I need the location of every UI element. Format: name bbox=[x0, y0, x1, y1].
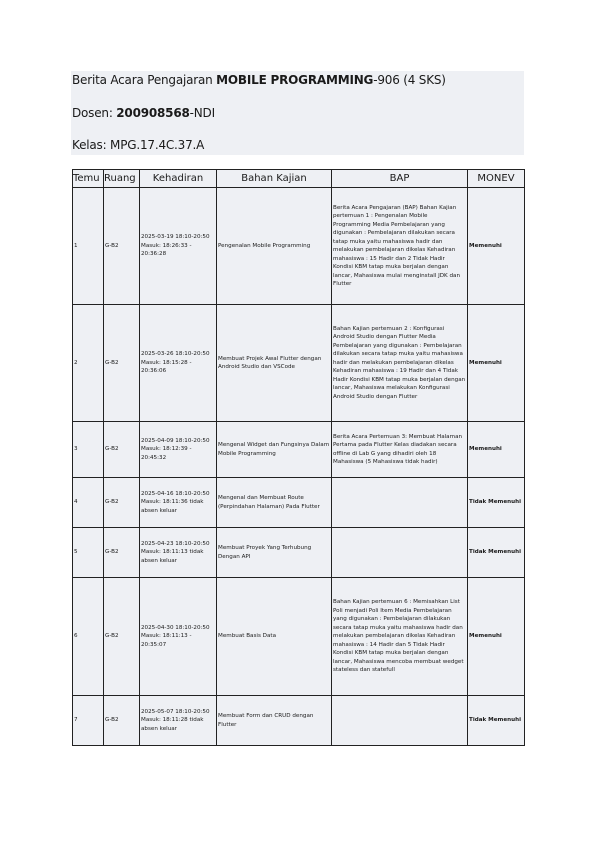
cell-temu: 7 bbox=[73, 696, 104, 746]
cell-temu: 5 bbox=[73, 528, 104, 578]
table-row bbox=[73, 422, 525, 478]
cell-ruang: G-B2 bbox=[104, 478, 140, 528]
table-row bbox=[73, 696, 525, 746]
cell-bahan-kajian: Membuat Proyek Yang Terhubung Dengan API bbox=[217, 528, 332, 578]
table-row bbox=[73, 478, 525, 528]
attendance-time: Masuk: 18:11:13 tidak absen keluar bbox=[141, 549, 204, 564]
cell-kehadiran bbox=[140, 305, 217, 422]
cell-kehadiran bbox=[140, 528, 217, 578]
table-row bbox=[73, 188, 525, 305]
lecturer-code: -NDI bbox=[189, 106, 215, 120]
table-row bbox=[73, 578, 525, 696]
attendance-time: Masuk: 18:12:39 - 20:45:32 bbox=[141, 446, 192, 461]
course-code: -906 (4 SKS) bbox=[373, 73, 446, 87]
course-title bbox=[72, 73, 446, 87]
cell-ruang: G-B2 bbox=[104, 422, 140, 478]
cell-kehadiran bbox=[140, 578, 217, 696]
cell-monev: Tidak Memenuhi bbox=[468, 696, 525, 746]
cell-monev: Memenuhi bbox=[468, 422, 525, 478]
attendance-time: Masuk: 18:11:36 tidak absen keluar bbox=[141, 499, 204, 514]
cell-bap: Bahan Kajian pertemuan 6 : Memisahkan List Poli menjadi Poli Item Media Pembelajaran yang digunakan : Pembelajaran dilakukan secara tatap muka yaitu mahasiswa hadir dan melakukan pembelajaran dikelas Kehadiran mahasiswa : 14 Hadir dan 5 Tidak Hadir Kondisi KBM tatap muka berjalan dengan lancar, Mahasiswa mencoba membuat wedget stateless dan statefull bbox=[332, 578, 468, 696]
cell-ruang: G-B2 bbox=[104, 305, 140, 422]
lecturer-line bbox=[72, 106, 215, 120]
schedule-time: 2025-04-16 18:10-20:50 bbox=[141, 490, 210, 497]
cell-temu: 2 bbox=[73, 305, 104, 422]
col-header-temu: Temu bbox=[73, 170, 104, 188]
cell-ruang: G-B2 bbox=[104, 696, 140, 746]
cell-bap: Berita Acara Pengajaran (BAP) Bahan Kajian pertemuan 1 : Pengenalan Mobile Programming Media Pembelajaran yang digunakan : Pembelajaran dilakukan secara tatap muka yaitu mahasiswa hadir dan melakukan pembelajaran dikelas Kehadiran mahasiswa : 15 Hadir dan 2 Tidak Hadir Kondisi KBM tatap muka berjalan dengan lancar, Mahasiswa mulai menginstall JDK dan Flutter bbox=[332, 188, 468, 305]
col-header-kehadiran: Kehadiran bbox=[140, 170, 217, 188]
attendance-time: Masuk: 18:15:28 - 20:36:06 bbox=[141, 359, 192, 375]
col-header-bap: BAP bbox=[332, 170, 468, 188]
schedule-time: 2025-03-19 18:10-20:50 bbox=[141, 234, 210, 241]
cell-monev: Memenuhi bbox=[468, 305, 525, 422]
cell-ruang: G-B2 bbox=[104, 578, 140, 696]
cell-bahan-kajian: Membuat Basis Data bbox=[217, 578, 332, 696]
cell-temu: 1 bbox=[73, 188, 104, 305]
schedule-time: 2025-04-23 18:10-20:50 bbox=[141, 540, 210, 547]
cell-ruang: G-B2 bbox=[104, 528, 140, 578]
col-header-ruang: Ruang bbox=[104, 170, 140, 188]
cell-bahan-kajian: Membuat Form dan CRUD dengan Flutter bbox=[217, 696, 332, 746]
col-header-monev: MONEV bbox=[468, 170, 525, 188]
cell-bahan-kajian: Membuat Projek Awal Flutter dengan Android Studio dan VSCode bbox=[217, 305, 332, 422]
class-line: Kelas: MPG.17.4C.37.A bbox=[72, 138, 205, 152]
attendance-time: Masuk: 18:11:13 - 20:35:07 bbox=[141, 633, 192, 648]
attendance-time: Masuk: 18:26:33 - 20:36:28 bbox=[141, 242, 192, 258]
cell-kehadiran bbox=[140, 422, 217, 478]
schedule-time: 2025-05-07 18:10-20:50 bbox=[141, 708, 210, 715]
cell-kehadiran bbox=[140, 478, 217, 528]
cell-temu: 4 bbox=[73, 478, 104, 528]
cell-bahan-kajian: Pengenalan Mobile Programming bbox=[217, 188, 332, 305]
cell-bap: Bahan Kajian pertemuan 2 : Konfigurasi Android Studio dengan Flutter Media Pembelajaran yang digunakan : Pembelajaran dilakukan secara tatap muka yaitu mahasiswa hadir dan melakukan pembelajaran dikelas Kehadiran mahasiswa : 19 Hadir dan 4 Tidak Hadir Kondisi KBM tatap muka berjalan dengan lancar, Mahasiswa melakukan Konfigurasi Android Studio dengan Flutter bbox=[332, 305, 468, 422]
cell-bap bbox=[332, 478, 468, 528]
cell-ruang: G-B2 bbox=[104, 188, 140, 305]
cell-bap bbox=[332, 528, 468, 578]
table-header-row bbox=[73, 170, 525, 188]
course-name: MOBILE PROGRAMMING bbox=[216, 73, 374, 87]
attendance-time: Masuk: 18:11:28 tidak absen keluar bbox=[141, 717, 204, 732]
lecturer-id: 200908568 bbox=[116, 106, 190, 120]
schedule-time: 2025-04-09 18:10-20:50 bbox=[141, 437, 210, 444]
col-header-bahan-kajian: Bahan Kajian bbox=[217, 170, 332, 188]
cell-bap: Berita Acara Pertemuan 3: Membuat Halaman Pertama pada Flutter Kelas diadakan secara offline di Lab G yang dihadiri oleh 18 Mahasiswa (5 Mahasiswa tidak hadir) bbox=[332, 422, 468, 478]
schedule-time: 2025-04-30 18:10-20:50 bbox=[141, 624, 210, 631]
table-row bbox=[73, 305, 525, 422]
cell-kehadiran bbox=[140, 696, 217, 746]
lecturer-label: Dosen: bbox=[72, 106, 117, 120]
cell-bap bbox=[332, 696, 468, 746]
cell-bahan-kajian: Mengenal Widget dan Fungsinya Dalam Mobile Programming bbox=[217, 422, 332, 478]
course-title-prefix: Berita Acara Pengajaran bbox=[72, 73, 217, 87]
bap-table bbox=[72, 169, 525, 746]
table-row bbox=[73, 528, 525, 578]
cell-temu: 6 bbox=[73, 578, 104, 696]
cell-bahan-kajian: Mengenal dan Membuat Route (Perpindahan Halaman) Pada Flutter bbox=[217, 478, 332, 528]
cell-kehadiran bbox=[140, 188, 217, 305]
cell-temu: 3 bbox=[73, 422, 104, 478]
cell-monev: Tidak Memenuhi bbox=[468, 528, 525, 578]
cell-monev: Memenuhi bbox=[468, 578, 525, 696]
schedule-time: 2025-03-26 18:10-20:50 bbox=[141, 351, 210, 358]
cell-monev: Tidak Memenuhi bbox=[468, 478, 525, 528]
cell-monev: Memenuhi bbox=[468, 188, 525, 305]
